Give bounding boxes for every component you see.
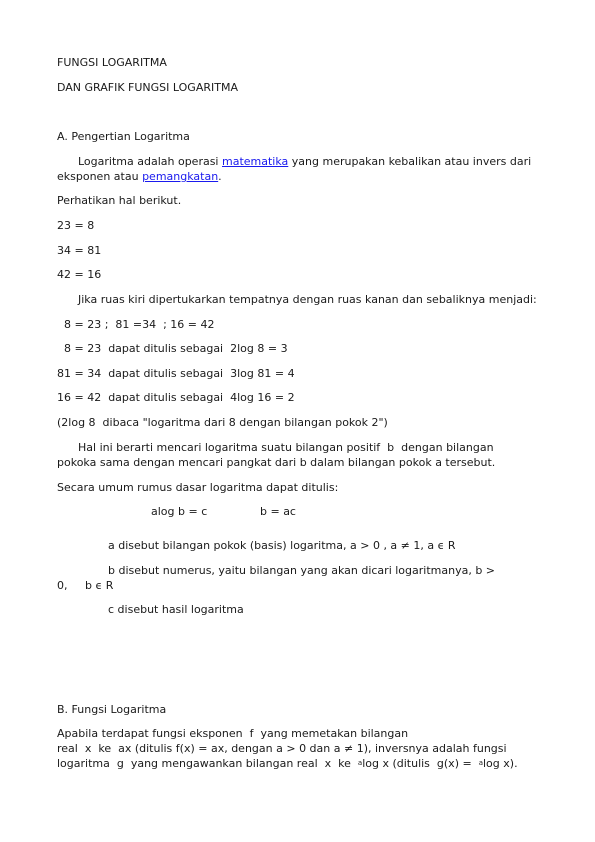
perhatikan-text: Perhatikan hal berikut. (57, 194, 182, 207)
fungsi-line-3 (57, 757, 518, 771)
definition-b-line-2: 0, b ϵ R (57, 579, 114, 592)
fungsi-line-1: Apabila terdapat fungsi eksponen f yang memetakan bilangan (57, 727, 409, 740)
intro-text-4: . (218, 170, 222, 183)
base-superscript-2: a (478, 759, 483, 767)
base-superscript-1: a (357, 759, 363, 767)
intro-text-3: eksponen atau (57, 170, 143, 183)
title-line-1: FUNGSI LOGARITMA (57, 56, 167, 69)
meaning-line-1: Hal ini berarti mencari logaritma suatu bilangan positif b dengan bilangan (78, 441, 494, 454)
section-a-heading: A. Pengertian Logaritma (57, 130, 190, 143)
log-rule-1: 8 = 23 dapat ditulis sebagai 2log 8 = 3 (57, 342, 288, 355)
section-b-heading: B. Fungsi Logaritma (57, 703, 167, 716)
formula-exp: b = ac (260, 505, 296, 518)
equation-3: 42 = 16 (57, 268, 102, 281)
intro-text-2: yang merupakan kebalikan atau invers dari (288, 155, 532, 168)
fungsi-text-2: log x (ditulis g(x) = (362, 757, 479, 770)
definition-b-line-1: b disebut numerus, yaitu bilangan yang akan dicari logaritmanya, b > (108, 564, 496, 577)
definition-a: a disebut bilangan pokok (basis) logaritma, a > 0 , a ≠ 1, a ϵ R (108, 539, 456, 552)
formula-log: alog b = c (151, 505, 208, 518)
fungsi-line-2: real x ke ax (ditulis f(x) = ax, dengan a > 0 dan a ≠ 1), inversnya adalah fungsi (57, 742, 507, 755)
general-formula-text: Secara umum rumus dasar logaritma dapat ditulis: (57, 481, 339, 494)
swapped-equations: 8 = 23 ; 81 =34 ; 16 = 42 (57, 318, 215, 331)
equation-2: 34 = 81 (57, 244, 102, 257)
intro-line-2 (57, 170, 222, 184)
equation-1: 23 = 8 (57, 219, 95, 232)
fungsi-text-3: log x). (483, 757, 518, 770)
definition-c: c disebut hasil logaritma (108, 603, 244, 616)
reading-note: (2log 8 dibaca "logaritma dari 8 dengan bilangan pokok 2") (57, 416, 388, 429)
title-line-2: DAN GRAFIK FUNGSI LOGARITMA (57, 81, 238, 94)
intro-line-1 (78, 155, 531, 169)
fungsi-text-1: logaritma g yang mengawankan bilangan real x ke (57, 757, 358, 770)
log-rule-3: 16 = 42 dapat ditulis sebagai 4log 16 = 2 (57, 391, 295, 404)
matematika-link[interactable]: matematika (222, 155, 289, 168)
intro-text-1: Logaritma adalah operasi (78, 155, 222, 168)
swap-text: Jika ruas kiri dipertukarkan tempatnya dengan ruas kanan dan sebaliknya menjadi: (78, 293, 537, 306)
log-rule-2: 81 = 34 dapat ditulis sebagai 3log 81 = 4 (57, 367, 295, 380)
meaning-line-2: pokoka sama dengan mencari pangkat dari b dalam bilangan pokok a tersebut. (57, 456, 496, 469)
pemangkatan-link[interactable]: pemangkatan (142, 170, 219, 183)
